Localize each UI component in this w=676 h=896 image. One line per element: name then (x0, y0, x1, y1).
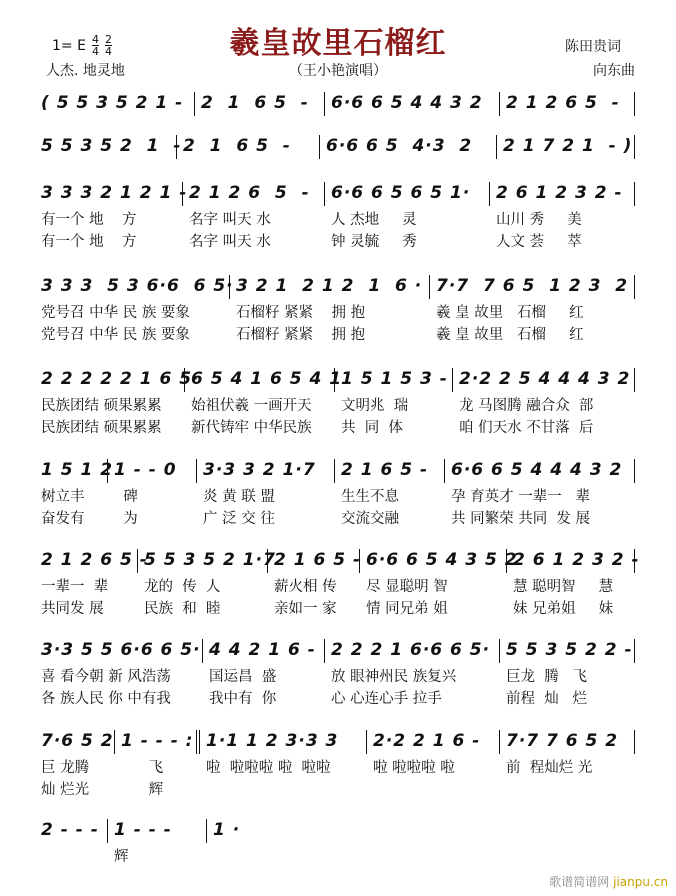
measure (500, 730, 635, 800)
measure-notes: 5 5 3 5 2 2 - (500, 639, 635, 663)
measure (367, 730, 500, 800)
measure (115, 730, 200, 800)
measure-notes: 2 1 6 5 - (177, 135, 320, 159)
measure (35, 182, 188, 252)
measure-notes: 1 5 1 5 3 - (335, 368, 453, 392)
measure-notes: 7·7 7 6 5 2 (500, 730, 635, 754)
measure-notes: 6·6 6 5 4 3 5 2 (360, 549, 507, 573)
measure (35, 549, 148, 619)
measure (335, 368, 453, 438)
measure-notes: 1 · (213, 820, 241, 840)
lyric-line-2: 为 (114, 511, 138, 527)
lyric-line-2: 灿 烂光 (41, 782, 90, 798)
measure-notes: ( 5 5 3 5 2 1 - (35, 92, 195, 116)
measure-notes: 2 6 1 2 3 2 - (507, 549, 635, 573)
lyric-line-1: 啦 啦啦啦 啦 啦啦 (206, 760, 331, 776)
lyric-line-1: 前 程灿烂 光 (506, 760, 593, 776)
lyric-line-1: 啦 啦啦啦 啦 (373, 760, 455, 776)
measure (35, 819, 108, 889)
lyric-line-2: 各 族人民 你 中有我 (41, 691, 171, 707)
measure (35, 368, 200, 438)
measure (453, 368, 635, 438)
measure-notes: 7·7 7 6 5 1 2 3 2 (430, 275, 635, 299)
lyric-line-2: 共 同 体 (341, 420, 403, 436)
lyric-line-1: 始祖伏羲 一画开天 (191, 398, 312, 414)
measure-notes: 6·6 6 5 4 4 3 2 (325, 92, 500, 116)
measure-notes: 1 - - - (108, 819, 207, 843)
measure (108, 459, 197, 529)
lyric-line-1: 一辈一 辈 (41, 579, 109, 595)
measure-notes: 1 - - 0 (108, 459, 197, 483)
lyric-line-2: 交流交融 (341, 511, 399, 527)
lyric-line-1: 国运昌 盛 (209, 669, 277, 685)
lyric-line-1: 碑 (114, 489, 138, 505)
measure (200, 730, 367, 800)
lyric-line-2: 情 同兄弟 姐 (366, 601, 448, 617)
measure-notes: 6·6 6 5 4 4 4 3 2 (445, 459, 635, 483)
measure (500, 639, 635, 709)
lyric-line-1: 文明兆 瑞 (341, 398, 409, 414)
measure (138, 549, 276, 619)
lyric-line-1: 巨龙 腾 飞 (506, 669, 588, 685)
measure-notes: 3 3 3 5 3 6·6 6 5· (35, 275, 230, 299)
lyric-line-1: 薪火相 传 (274, 579, 337, 595)
measure-notes: 6 5 4 1 6 5 4 1 (185, 368, 335, 392)
measure (35, 639, 203, 709)
measure-notes: 5 5 3 5 2 1 - (35, 135, 177, 159)
measure-notes: 2 1 6 5 - (335, 459, 445, 483)
singer-credit: （王小艳演唱） (289, 63, 387, 79)
measure-notes: 2 1 7 2 1 - ) (497, 135, 635, 159)
lyric-line-2: 心 心连心手 拉手 (331, 691, 442, 707)
lyric-line-2: 民族团结 硕果累累 (41, 420, 162, 436)
lyric-line-2: 有一个 地 方 (41, 234, 137, 250)
measure (197, 459, 335, 529)
measure-notes: 3 2 1 2 1 2 1 6 · (230, 275, 430, 299)
lyric-line-2: 石榴籽 紧紧 拥 抱 (236, 327, 366, 343)
measure-notes: 1 - - - : (115, 730, 200, 754)
key-label: 1= E (52, 37, 86, 54)
lyric-line-1: 炎 黄 联 盟 (203, 489, 275, 505)
measure-notes: 2 - - - (35, 819, 108, 843)
measure-notes: 3 3 3 2 1 2 1 - (35, 182, 183, 206)
lyric-line-1: 山川 秀 美 (496, 212, 582, 228)
lyric-line-1: 龙 马图腾 融合众 部 (459, 398, 594, 414)
measure-notes: 2·2 2 5 4 4 4 3 2 (453, 368, 635, 392)
lyric-line-2: 人文 荟 萃 (496, 234, 582, 250)
measure (183, 182, 325, 252)
lyric-line-2: 共同发 展 (41, 601, 104, 617)
measure-notes: 2·2 2 1 6 - (367, 730, 500, 754)
measure (268, 549, 360, 619)
measure-notes: 2 1 2 6 5 - (183, 182, 325, 206)
measure (207, 819, 245, 889)
lyric-line-1: 巨 龙腾 (41, 760, 90, 776)
lyric-line-1: 生生不息 (341, 489, 399, 505)
lyric-line-1: 石榴籽 紧紧 拥 抱 (236, 305, 366, 321)
measure (203, 639, 325, 709)
measure-notes: 2 1 2 6 5 - (35, 549, 138, 573)
lyric-line-1: 名字 叫天 水 (189, 212, 271, 228)
measure (35, 730, 115, 800)
lyric-line-2: 钟 灵毓 秀 (331, 234, 417, 250)
measure (507, 549, 640, 619)
lyric-line-2: 羲 皇 故里 石榴 红 (436, 327, 584, 343)
lyric-line-1: 党号召 中华 民 族 要象 (41, 305, 190, 321)
measure-notes: 2 2 2 1 6·6 6 5· (325, 639, 500, 663)
measure-notes: 2 1 6 5 - (268, 549, 360, 573)
lyric-line-1: 龙的 传 人 (144, 579, 221, 595)
measure (430, 275, 635, 345)
measure-notes: 4 4 2 1 6 - (203, 639, 325, 663)
lyric-line-2: 共 同繁荣 共同 发 展 (451, 511, 591, 527)
measure-notes: 2 2 2 2 2 1 6 5· (35, 368, 185, 392)
measure-notes: 7·6 5 2 (35, 730, 115, 754)
subtitle-left: 人杰. 地灵地 (46, 63, 125, 79)
lyric-line-1: 慧 聪明智 慧 (513, 579, 614, 595)
lyric-line-2: 辉 (121, 782, 164, 798)
lyric-line-1: 孕 育英才 一辈一 辈 (451, 489, 591, 505)
lyric-line-2: 妹 兄弟姐 妹 (513, 601, 614, 617)
lyric-line-2: 我中有 你 (209, 691, 277, 707)
measure-notes: 5 5 3 5 2 1·7 (138, 549, 268, 573)
measure-notes: 6·6 6 5 6 5 1· (325, 182, 490, 206)
lyric-line-1: 民族团结 硕果累累 (41, 398, 162, 414)
lyric-line-1: 树立丰 (41, 489, 85, 505)
measure (325, 182, 490, 252)
lyric-line-1: 人 杰地 灵 (331, 212, 417, 228)
measure-notes: 3·3 5 5 6·6 6 5· (35, 639, 203, 663)
lyric-line-2: 广 泛 交 往 (203, 511, 275, 527)
measure (230, 275, 430, 345)
time-signature-1: $\frac{4}{4}$ (91, 33, 99, 58)
lyric-line-2: 民族 和 睦 (144, 601, 221, 617)
lyric-line-1: 放 眼神州民 族复兴 (331, 669, 457, 685)
song-title: 羲皇故里石榴红 (229, 26, 447, 61)
lyric-line-2: 亲如一 家 (274, 601, 337, 617)
lyric-line-2: 咱 们天水 不甘落 后 (459, 420, 594, 436)
measure-notes: 2 1 6 5 - (195, 92, 325, 116)
lyric-line-2: 奋发有 (41, 511, 85, 527)
measure-notes: 1·1 1 2 3·3 3 (200, 730, 367, 754)
lyric-line-1: 辉 (114, 849, 129, 865)
lyric-line-2: 前程 灿 烂 (506, 691, 588, 707)
lyric-line-2: 名字 叫天 水 (189, 234, 271, 250)
lyric-line-2: 新代铸牢 中华民族 (191, 420, 312, 436)
measure (445, 459, 635, 529)
measure (185, 368, 343, 438)
measure (490, 182, 635, 252)
composer-credit: 向东曲 (593, 63, 635, 79)
lyric-line-1: 飞 (121, 760, 164, 776)
measure (335, 459, 445, 529)
measure-notes: 2 6 1 2 3 2 - (490, 182, 635, 206)
measure-notes: 3·3 3 2 1·7 (197, 459, 335, 483)
lyric-line-2: 党号召 中华 民 族 要象 (41, 327, 190, 343)
measure-notes: 2 1 2 6 5 - (500, 92, 635, 116)
watermark: 歌谱简谱网 jianpu.cn (549, 875, 668, 889)
lyric-line-1: 羲 皇 故里 石榴 红 (436, 305, 584, 321)
time-signature-2: $\frac{2}{4}$ (104, 33, 112, 58)
lyric-line-1: 有一个 地 方 (41, 212, 137, 228)
measure (35, 275, 234, 345)
measure-notes: 6·6 6 5 4·3 2 (320, 135, 497, 159)
lyric-line-1: 喜 看今朝 新 风浩荡 (41, 669, 171, 685)
measure-notes: 1 5 1 2 (35, 459, 108, 483)
measure (108, 819, 207, 889)
measure (35, 459, 114, 529)
lyric-line-1: 尽 显聪明 智 (366, 579, 448, 595)
measure (360, 549, 518, 619)
lyricist-credit: 陈田贵词 (565, 39, 621, 55)
measure (325, 639, 500, 709)
